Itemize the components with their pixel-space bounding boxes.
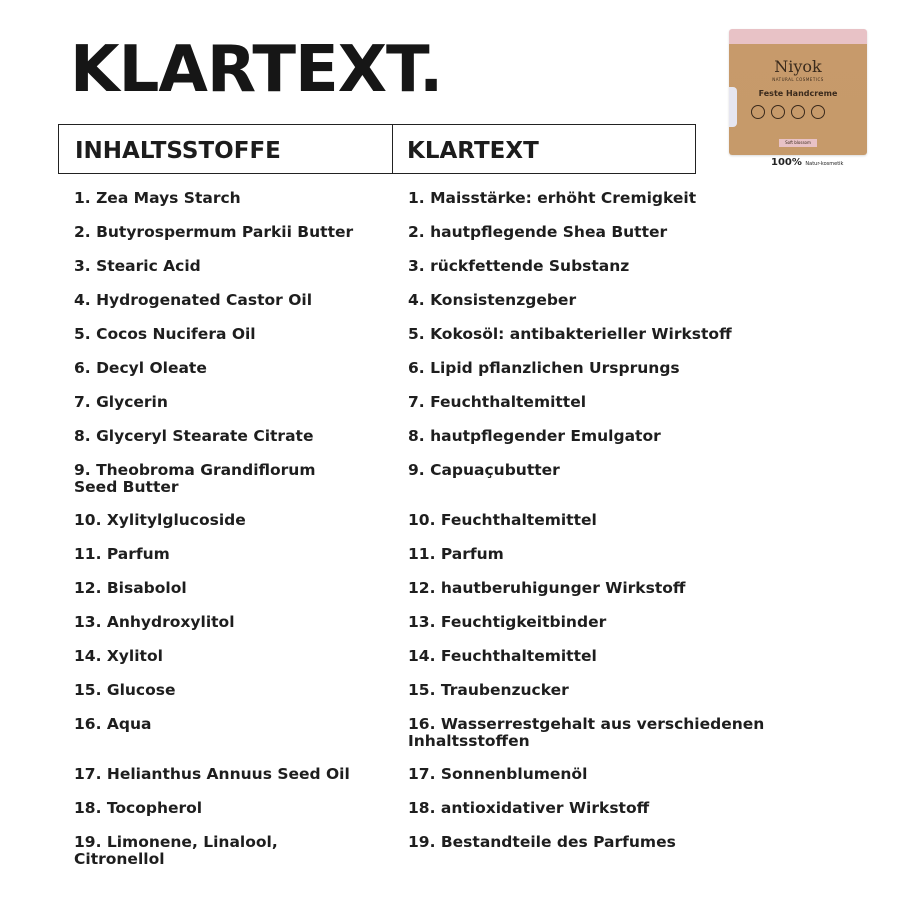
ingredient-name: 7. Glycerin xyxy=(74,393,168,411)
ingredient-name: 18. Tocopherol xyxy=(74,799,203,817)
ingredient-name: 6. Decyl Oleate xyxy=(74,359,207,377)
ingredient-name: 8. Glyceryl Stearate Citrate xyxy=(74,427,314,445)
ingredient-row xyxy=(74,428,774,445)
natural-cosmetics-label: 100% Natur-kosmetik xyxy=(771,157,844,168)
ingredient-row xyxy=(74,614,774,631)
ingredient-row xyxy=(74,360,774,377)
ingredient-row xyxy=(74,834,774,868)
product-name: Feste Handcreme xyxy=(758,89,838,98)
ingredient-name: 12. Bisabolol xyxy=(74,579,187,597)
product-image xyxy=(729,29,869,168)
ingredient-klartext: 4. Konsistenzgeber xyxy=(408,291,577,309)
ingredient-klartext: 12. hautberuhigunger Wirkstoff xyxy=(408,579,686,597)
plastic-free-badge-icon xyxy=(771,105,785,119)
ingredient-row xyxy=(74,546,774,563)
ingredient-row xyxy=(74,800,774,817)
ingredient-row xyxy=(74,766,774,783)
ingredient-klartext: 8. hautpflegender Emulgator xyxy=(408,427,661,445)
ingredient-row xyxy=(74,580,774,597)
ingredient-name: 4. Hydrogenated Castor Oil xyxy=(74,291,313,309)
ingredient-klartext: 7. Feuchthaltemittel xyxy=(408,393,587,411)
ingredient-row xyxy=(74,648,774,665)
ingredient-klartext: 14. Feuchthaltemittel xyxy=(408,647,597,665)
ingredient-klartext: 9. Capuaçubutter xyxy=(408,461,560,479)
product-badge-icons xyxy=(751,105,825,119)
ingredient-row xyxy=(74,682,774,699)
ingredient-name: 11. Parfum xyxy=(74,545,170,563)
ingredient-name: 17. Helianthus Annuus Seed Oil xyxy=(74,765,350,783)
ingredient-klartext: 5. Kokosöl: antibakterieller Wirkstoff xyxy=(408,325,732,343)
ingredient-row xyxy=(74,292,774,309)
ingredient-row xyxy=(74,462,774,496)
ingredient-row xyxy=(74,715,774,750)
ingredient-name: 13. Anhydroxylitol xyxy=(74,613,235,631)
product-brand: Niyok xyxy=(774,57,822,76)
header-inhaltsstoffe: INHALTSSTOFFE xyxy=(59,125,393,173)
ingredient-row xyxy=(74,394,774,411)
ingredient-klartext: 10. Feuchthaltemittel xyxy=(408,511,597,529)
table-header xyxy=(58,124,696,174)
ingredient-klartext: 11. Parfum xyxy=(408,545,504,563)
ingredient-name: 10. Xylitylglucoside xyxy=(74,511,246,529)
ingredient-klartext: 19. Bestandteile des Parfumes xyxy=(408,833,676,851)
ingredient-klartext: 2. hautpflegende Shea Butter xyxy=(408,223,668,241)
product-box xyxy=(729,29,867,155)
ingredient-klartext: 18. antioxidativer Wirkstoff xyxy=(408,799,650,817)
ingredient-klartext: 15. Traubenzucker xyxy=(408,681,569,699)
ingredient-name: 14. Xylitol xyxy=(74,647,163,665)
ingredient-name: 2. Butyrospermum Parkii Butter xyxy=(74,223,354,241)
vegan-badge-icon xyxy=(751,105,765,119)
page-title: KLARTEXT. xyxy=(70,33,443,107)
ingredient-row xyxy=(74,190,774,207)
ingredient-klartext: 3. rückfettende Substanz xyxy=(408,257,630,275)
ingredient-name: 19. Limonene, Linalool, Citronellol xyxy=(74,833,278,868)
ingredient-name: 5. Cocos Nucifera Oil xyxy=(74,325,256,343)
handmade-badge-icon xyxy=(791,105,805,119)
ingredient-name: 9. Theobroma Grandiflorum Seed Butter xyxy=(74,461,316,496)
ingredient-klartext: 17. Sonnenblumenöl xyxy=(408,765,588,783)
ingredient-name: 15. Glucose xyxy=(74,681,176,699)
ingredient-klartext: 13. Feuchtigkeitbinder xyxy=(408,613,607,631)
ingredient-row xyxy=(74,512,774,529)
header-klartext: KLARTEXT xyxy=(407,138,539,164)
ingredient-klartext: 16. Wasserrestgehalt aus verschiedenen Inhaltsstoffen xyxy=(408,715,765,750)
ingredient-klartext: 1. Maisstärke: erhöht Cremigkeit xyxy=(408,189,697,207)
ingredient-row xyxy=(74,326,774,343)
product-variant: Soft blossom xyxy=(779,139,817,147)
ingredient-name: 16. Aqua xyxy=(74,715,152,733)
ingredient-row xyxy=(74,224,774,241)
ingredient-row xyxy=(74,258,774,275)
product-brand-sub: NATURAL COSMETICS xyxy=(772,77,824,82)
ingredient-name: 1. Zea Mays Starch xyxy=(74,189,241,207)
drop-badge-icon xyxy=(811,105,825,119)
ingredient-name: 3. Stearic Acid xyxy=(74,257,201,275)
ingredient-klartext: 6. Lipid pflanzlichen Ursprungs xyxy=(408,359,680,377)
